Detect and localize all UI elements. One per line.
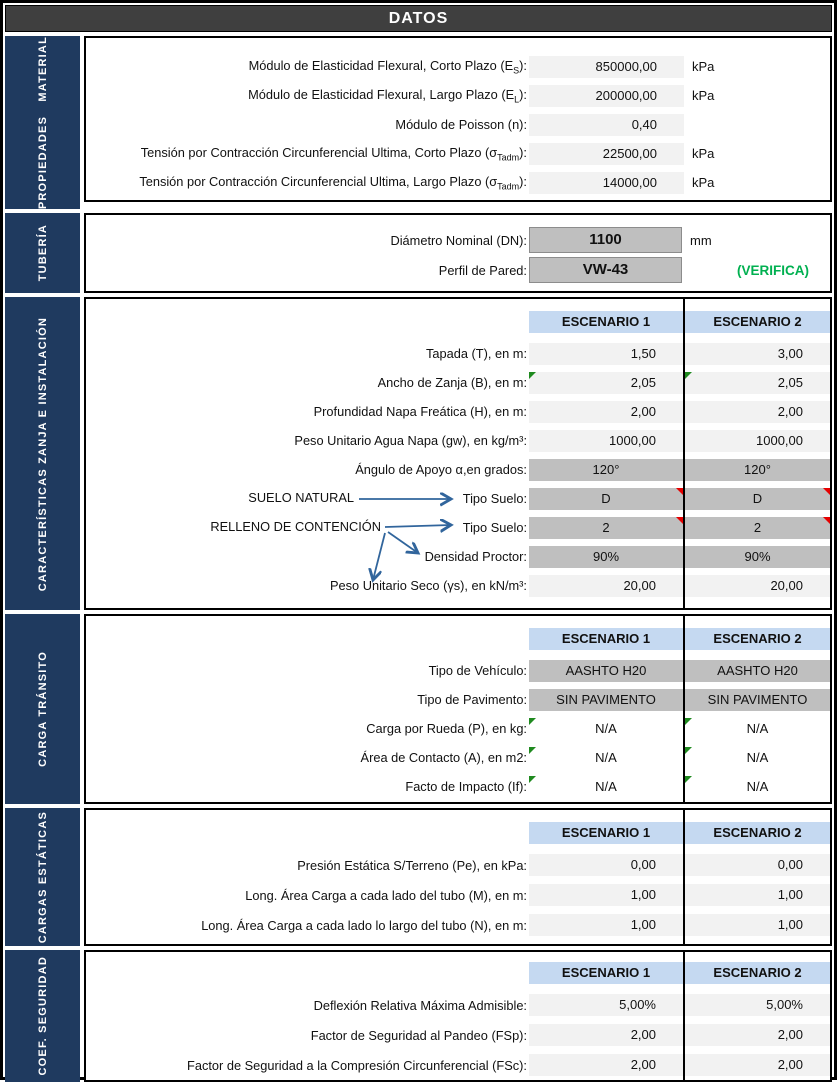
escenario-2-header: ESCENARIO 2 (685, 962, 830, 984)
unit-label: kPa (692, 146, 715, 161)
row-label: Long. Área Carga a cada lado lo largo del tubo (N), en m: (201, 917, 527, 933)
section-cargas-estaticas (5, 808, 832, 946)
row-label: Deflexión Relativa Máxima Admisible: (313, 997, 527, 1013)
row-label: Ángulo de Apoyo α,en grados: (355, 462, 527, 478)
row-label: Profundidad Napa Freática (H), en m: (313, 404, 527, 420)
value-cell-escenario-1[interactable]: 1,00 (529, 914, 683, 936)
value-cell-escenario-2[interactable]: 0,00 (685, 854, 830, 876)
row-label: Tipo de Vehículo: (428, 663, 527, 679)
dropdown-cell-escenario-2[interactable]: 90% (685, 546, 830, 568)
verifica-status-badge: (VERIFICA) (737, 262, 809, 278)
escenario-header-row (86, 311, 830, 333)
row-label: Densidad Proctor: (424, 549, 527, 565)
row-diametro-nominal (86, 225, 830, 255)
dropdown-cell-escenario-1[interactable]: 90% (529, 546, 683, 568)
row-profundidad-napa (86, 397, 830, 426)
row-label: Diámetro Nominal (DN): (390, 232, 527, 248)
dropdown-cell-escenario-2[interactable]: SIN PAVIMENTO (685, 689, 830, 711)
value-cell-escenario-1[interactable]: N/A (529, 776, 683, 798)
row-label: Peso Unitario Seco (γs), en kN/m³: (330, 578, 527, 594)
suelo-natural-callout: SUELO NATURAL (248, 490, 354, 506)
value-cell-escenario-1[interactable]: 2,05 (529, 372, 683, 394)
value-cell-escenario-1[interactable]: 1000,00 (529, 430, 683, 452)
row-ancho-zanja (86, 368, 830, 397)
value-cell-escenario-2[interactable]: N/A (685, 747, 830, 769)
unit-label: kPa (692, 59, 715, 74)
section-propiedades-material (5, 36, 832, 209)
green-flag-icon (529, 747, 536, 754)
row-tipo-pavimento (86, 685, 830, 714)
green-flag-icon (529, 718, 536, 725)
row-deflexion-maxima (86, 990, 830, 1020)
row-label: Tipo Suelo: (462, 520, 527, 536)
tuberia-box (84, 213, 832, 293)
row-label: Tapada (T), en m: (426, 346, 527, 362)
sidebar-label: CARGA TRÁNSITO (36, 651, 49, 768)
value-cell-escenario-2[interactable]: 2,05 (685, 372, 830, 394)
row-peso-unitario-seco (86, 571, 830, 600)
relleno-contencion-callout: RELLENO DE CONTENCIÓN (210, 519, 381, 535)
dropdown-cell-escenario-1[interactable]: D (529, 488, 683, 510)
sidebar-label: CARACTERÍSTICAS ZANJA E INSTALACIÓN (36, 316, 49, 591)
dropdown-cell-escenario-2[interactable]: 2 (685, 517, 830, 539)
scenario-divider (683, 810, 685, 944)
sidebar-cargas-estaticas (5, 808, 80, 946)
transito-box (84, 614, 832, 804)
diametro-dropdown-cell[interactable]: 1100 (529, 227, 682, 253)
row-factor-seguridad-pandeo (86, 1020, 830, 1050)
row-angulo-apoyo (86, 455, 830, 484)
value-cell-escenario-2[interactable]: N/A (685, 776, 830, 798)
row-modulo-largo-plazo (86, 81, 830, 110)
row-label: Long. Área Carga a cada lado del tubo (M), en m: (245, 887, 527, 903)
sidebar-zanja-instalacion (5, 297, 80, 610)
row-label: Carga por Rueda (P), en kg: (366, 721, 527, 737)
dropdown-cell-escenario-1[interactable]: 120° (529, 459, 683, 481)
value-cell-escenario-2[interactable]: 3,00 (685, 343, 830, 365)
value-cell-escenario-1[interactable]: 1,50 (529, 343, 683, 365)
row-factor-seguridad-compresion (86, 1050, 830, 1080)
perfil-dropdown-cell[interactable]: VW-43 (529, 257, 682, 283)
escenario-1-header: ESCENARIO 1 (529, 628, 683, 650)
row-label: Factor de Seguridad al Pandeo (FSp): (310, 1027, 527, 1043)
escenario-2-header: ESCENARIO 2 (685, 628, 830, 650)
page-title (5, 5, 832, 32)
row-label: Perfil de Pared: (438, 262, 527, 278)
estaticas-box (84, 808, 832, 946)
row-label: Tipo de Pavimento: (417, 692, 527, 708)
red-comment-icon (676, 517, 683, 524)
scenario-divider (683, 616, 685, 802)
unit-label: kPa (692, 175, 715, 190)
escenario-header-row (86, 822, 830, 844)
row-label: Factor de Seguridad a la Compresión Circunferencial (FSc): (187, 1057, 527, 1073)
value-cell-escenario-2[interactable]: N/A (685, 718, 830, 740)
value-cell-escenario-2[interactable]: 1,00 (685, 914, 830, 936)
row-label: Área de Contacto (A), en m2: (360, 750, 527, 766)
escenario-2-header: ESCENARIO 2 (685, 311, 830, 333)
section-coef-seguridad (5, 950, 832, 1082)
page-title-text: DATOS (388, 9, 449, 27)
dropdown-cell-escenario-2[interactable]: D (685, 488, 830, 510)
red-comment-icon (823, 517, 830, 524)
row-carga-por-rueda (86, 714, 830, 743)
green-flag-icon (685, 776, 692, 783)
green-flag-icon (529, 372, 536, 379)
dropdown-cell-escenario-1[interactable]: 2 (529, 517, 683, 539)
value-cell-escenario-1[interactable]: 2,00 (529, 1054, 683, 1076)
row-label: Módulo de Poisson (n): (395, 117, 527, 132)
sidebar-label: COEF. SEGURIDAD (36, 956, 49, 1076)
row-long-area-carga-m (86, 880, 830, 910)
row-densidad-proctor (86, 542, 830, 571)
row-factor-impacto (86, 772, 830, 801)
row-label: Ancho de Zanja (B), en m: (377, 375, 527, 391)
row-modulo-corto-plazo (86, 52, 830, 81)
section-tuberia (5, 213, 832, 293)
row-peso-unitario-agua (86, 426, 830, 455)
row-modulo-poisson (86, 110, 830, 139)
row-label: Módulo de Elasticidad Flexural, Largo Plazo $(E_L)$: (248, 86, 527, 105)
unit-label: kPa (692, 88, 715, 103)
section-carga-transito (5, 614, 832, 804)
red-comment-icon (823, 488, 830, 495)
value-cell-escenario-1[interactable]: 2,00 (529, 401, 683, 423)
scenario-divider (683, 952, 685, 1080)
row-tipo-vehiculo (86, 656, 830, 685)
red-comment-icon (676, 488, 683, 495)
dropdown-cell-escenario-1[interactable]: AASHTO H20 (529, 660, 683, 682)
value-cell-escenario-2[interactable]: 2,00 (685, 1054, 830, 1076)
sidebar-label: TUBERÍA (36, 224, 49, 282)
row-tension-corto-plazo (86, 139, 830, 168)
value-cell-escenario-2[interactable]: 1,00 (685, 884, 830, 906)
row-label: Tensión por Contracción Circunferencial Ultima, Largo Plazo $(\sigma_{Tadm})$: (139, 173, 527, 192)
row-label: Tensión por Contracción Circunferencial Ultima, Corto Plazo $(\sigma_{Tadm})$: (140, 144, 527, 163)
seguridad-box (84, 950, 832, 1082)
escenario-header-row (86, 628, 830, 650)
value-cell-escenario-2[interactable]: 1000,00 (685, 430, 830, 452)
value-cell-escenario-1[interactable]: 20,00 (529, 575, 683, 597)
sidebar-label: PROPIEDADES MATERIAL (36, 36, 49, 210)
unit-label: mm (690, 232, 712, 248)
sidebar-tuberia (5, 213, 80, 293)
escenario-1-header: ESCENARIO 1 (529, 822, 683, 844)
value-cell-escenario-2[interactable]: 20,00 (685, 575, 830, 597)
escenario-1-header: ESCENARIO 1 (529, 311, 683, 333)
value-cell[interactable]: 850000,00 (529, 56, 684, 78)
value-cell-escenario-2[interactable]: 5,00% (685, 994, 830, 1016)
escenario-1-header: ESCENARIO 1 (529, 962, 683, 984)
row-long-area-carga-n (86, 910, 830, 940)
escenario-2-header: ESCENARIO 2 (685, 822, 830, 844)
sidebar-coef-seguridad (5, 950, 80, 1082)
zanja-box (84, 297, 832, 610)
value-cell-escenario-1[interactable]: N/A (529, 747, 683, 769)
scenario-divider (683, 299, 685, 608)
row-label: Presión Estática S/Terreno (Pe), en kPa: (297, 857, 527, 873)
value-cell[interactable]: 14000,00 (529, 172, 684, 194)
dropdown-cell-escenario-2[interactable]: AASHTO H20 (685, 660, 830, 682)
value-cell-escenario-2[interactable]: 2,00 (685, 401, 830, 423)
propiedades-box (84, 36, 832, 202)
row-perfil-pared (86, 255, 830, 285)
value-cell[interactable]: 0,40 (529, 114, 684, 136)
dropdown-cell-escenario-2[interactable]: 120° (685, 459, 830, 481)
row-label: Peso Unitario Agua Napa (gw), en kg/m³: (294, 433, 527, 449)
dropdown-cell-escenario-1[interactable]: SIN PAVIMENTO (529, 689, 683, 711)
value-cell-escenario-1[interactable]: 1,00 (529, 884, 683, 906)
green-flag-icon (529, 776, 536, 783)
sidebar-carga-transito (5, 614, 80, 804)
row-tapada (86, 339, 830, 368)
escenario-header-row (86, 962, 830, 984)
value-cell[interactable]: 22500,00 (529, 143, 684, 165)
value-cell[interactable]: 200000,00 (529, 85, 684, 107)
green-flag-icon (685, 747, 692, 754)
value-cell-escenario-2[interactable]: 2,00 (685, 1024, 830, 1046)
value-cell-escenario-1[interactable]: 0,00 (529, 854, 683, 876)
row-label: Tipo Suelo: (462, 491, 527, 507)
sidebar-label: CARGAS ESTÁTICAS (36, 811, 49, 944)
row-label: Módulo de Elasticidad Flexural, Corto Plazo $(E_S)$: (248, 57, 527, 76)
value-cell-escenario-1[interactable]: 5,00% (529, 994, 683, 1016)
sidebar-propiedades-material (5, 36, 80, 209)
value-cell-escenario-1[interactable]: N/A (529, 718, 683, 740)
section-zanja-instalacion (5, 297, 832, 610)
row-tension-largo-plazo (86, 168, 830, 197)
row-presion-estatica (86, 850, 830, 880)
sections-container (5, 36, 832, 1082)
green-flag-icon (685, 372, 692, 379)
row-area-contacto (86, 743, 830, 772)
row-label: Facto de Impacto (If): (405, 779, 527, 795)
green-flag-icon (685, 718, 692, 725)
value-cell-escenario-1[interactable]: 2,00 (529, 1024, 683, 1046)
